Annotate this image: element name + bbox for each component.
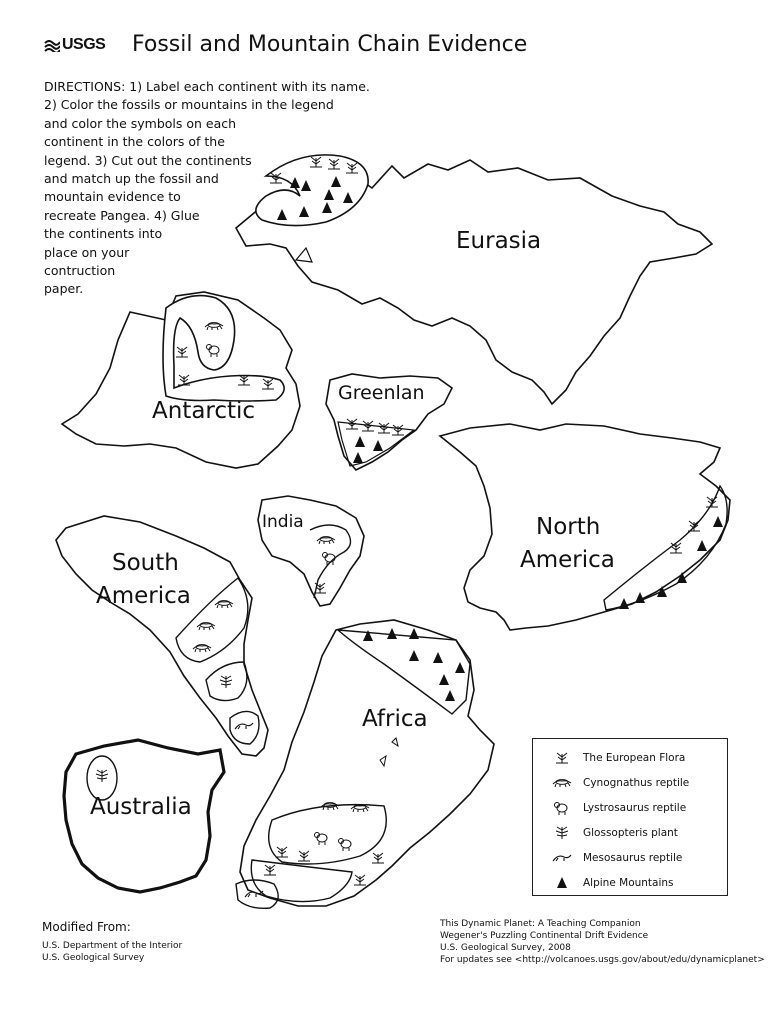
legend-label: Lystrosaurus reptile [583,801,687,814]
wegener-title: Wegener's Puzzling Continental Drift Evidence [440,931,649,941]
south-america-continent [56,516,268,756]
legend-row [541,820,719,845]
mesosaurus-icon [541,848,583,868]
legend-label: Cynognathus reptile [583,776,690,789]
legend-label: Mesosaurus reptile [583,851,683,864]
dept-interior: U.S. Department of the Interior [42,941,183,951]
glossopteris-icon [541,823,583,843]
africa-label: Africa [362,706,428,732]
south-america-label-line1: South [112,550,179,576]
eurasia-label: Eurasia [456,228,542,254]
footer-credits-right [440,918,765,966]
greenland-label: Greenlan [338,382,425,404]
eurasia-continent [236,155,712,404]
india-continent [258,496,364,606]
legend-label: Alpine Mountains [583,876,674,889]
geological-survey: U.S. Geological Survey [42,953,145,963]
european-flora-icon [541,748,583,768]
modified-from: Modified From: [42,920,131,934]
australia-continent [64,740,224,892]
page-title: Fossil and Mountain Chain Evidence [132,32,528,57]
footer-credits-left [42,920,182,964]
greenland-continent [326,374,452,470]
north-america-continent [440,424,730,630]
legend-box [532,738,728,896]
directions-text: DIRECTIONS: 1) Label each continent with its name. 2) Color the fossils or mountains in the legend and color the symbols on each continent in the colors of the legend. 3) Cut out the continents and match up the fossil and mountain evidence to recreate Pangea. 4) Glue the continents into place on your contruction paper. [44,79,370,297]
australia-label: Australia [90,794,192,820]
legend-row [541,745,719,770]
usgs-year: U.S. Geological Survey, 2008 [440,943,571,953]
africa-continent [236,620,494,908]
usgs-logo-text: USGS [62,36,106,53]
north-america-label-line1: North [536,514,601,540]
antarctica-continent [62,292,300,468]
companion-title: This Dynamic Planet: A Teaching Companion [440,919,641,929]
north-america-label-line2: America [520,547,615,573]
india-label: India [262,512,304,532]
cynognathus-icon [541,773,583,793]
legend-label: The European Flora [583,751,686,764]
legend-label: Glossopteris plant [583,826,678,839]
south-america-label-line2: America [96,583,191,609]
legend-row [541,870,719,895]
legend-row [541,795,719,820]
antarctica-label: Antarctic [152,398,256,424]
updates-link: For updates see <http://volcanoes.usgs.gov/about/edu/dynamicplanet> [440,955,765,965]
legend-row [541,845,719,870]
lystrosaurus-icon [541,798,583,818]
legend-row [541,770,719,795]
mountain-triangle-icon [541,873,583,893]
